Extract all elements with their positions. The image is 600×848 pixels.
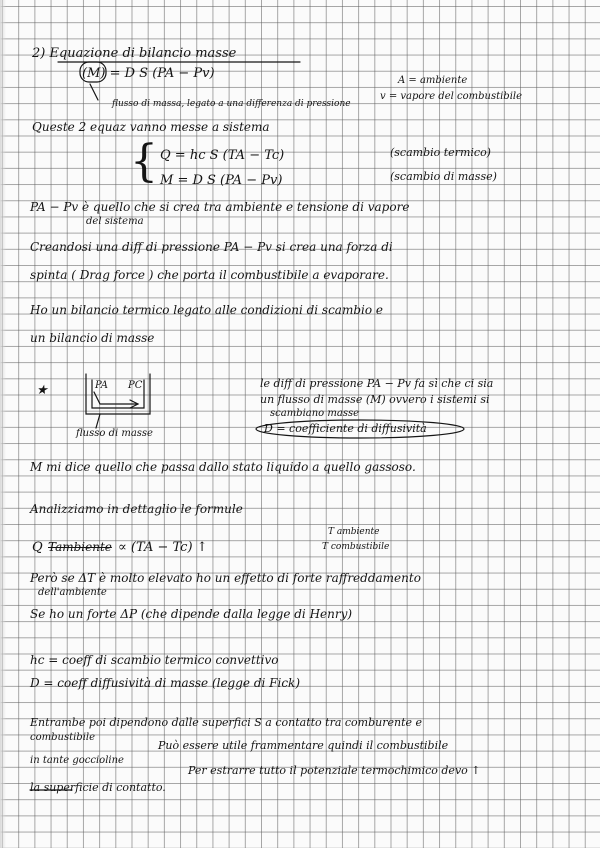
text-pressure-diff: PA − Pv è quello che si crea tra ambiente e tensione di vapore — [30, 200, 410, 214]
m-arrow — [90, 84, 98, 100]
text-surface-4: la superficie di contatto. — [30, 781, 166, 794]
note-vapore: v = vapore del combustibile — [380, 91, 523, 102]
text-diff-pressure-2: un flusso di masse (M) ovvero i sistemi si — [260, 393, 490, 406]
sketch-label-pa: PA — [95, 380, 109, 391]
text-analysis: Analizziamo in dettaglio le formule — [30, 502, 243, 516]
text-liquid-gas: M mi dice quello che passa dallo stato liquido a quello gassoso. — [30, 460, 416, 474]
diffusivity-definition: D = coefficiente di diffusività — [264, 422, 427, 435]
text-surface-2: Può essere utile frammentare quindi il combustibile — [158, 739, 449, 752]
struck-word: Tambiente — [48, 540, 112, 554]
mass-equation-note: (scambio di masse) — [390, 170, 497, 183]
q-symbol: Q — [32, 540, 43, 555]
text-bilancio-1: Ho un bilancio termico legato alle condizioni di scambio e — [30, 303, 383, 317]
star-mark: ★ — [36, 383, 48, 398]
text-surface-2b: in tante goccioline — [30, 755, 124, 766]
text-hc-def: hc = coeff di scambio termico convettivo — [30, 653, 279, 667]
text-bilancio-2: un bilancio di masse — [30, 331, 155, 345]
heat-equation-note: (scambio termico) — [390, 146, 491, 159]
text-pressure-diff-cont: del sistema — [86, 216, 144, 227]
text-surface-3: Per estrarre tutto il potenziale termochimico devo ↑ — [188, 764, 481, 777]
section-title: 2) Equazione di bilancio masse — [32, 46, 237, 61]
system-brace: { — [130, 136, 158, 187]
text-drag-2: spinta ( Drag force ) che porta il combustibile a evaporare. — [30, 268, 389, 282]
text-surface-1b: combustibile — [30, 732, 96, 743]
text-system-intro: Queste 2 equaz vanno messe a sistema — [32, 120, 270, 134]
sketch-caption: flusso di masse — [76, 428, 153, 439]
text-delta-p: Se ho un forte ΔP (che dipende dalla legge di Henry) — [30, 607, 353, 621]
text-delta-t: Però se ΔT è molto elevato ho un effetto di forte raffreddamento — [30, 571, 421, 585]
mass-balance-formula: (M) = D S (PA − Pv) — [82, 66, 215, 81]
text-d-def: D = coeff diffusività di masse (legge di Fick) — [30, 676, 300, 690]
sketch-flow-line — [94, 392, 138, 404]
text-surface-1: Entrambe poi dipendono dalle superfici S a contatto tra comburente e — [30, 716, 423, 729]
note-mass-flow: flusso di massa, legato a una differenza di pressione — [112, 99, 351, 109]
text-drag-1: Creandosi una diff di pressione PA − Pv si crea una forza di — [30, 240, 393, 254]
text-diff-pressure-1: le diff di pressione PA − Pv fa sì che ci sia — [260, 377, 494, 390]
text-diff-pressure-3: scambiano masse — [270, 408, 360, 419]
note-ambiente: A = ambiente — [398, 75, 468, 86]
sketch-pointer — [96, 414, 100, 428]
sketch-label-pc: PC — [128, 380, 143, 391]
text-delta-t-cont: dell'ambiente — [38, 587, 107, 598]
note-t-combustibile: T combustibile — [322, 542, 390, 552]
note-t-ambiente: T ambiente — [328, 527, 380, 537]
mass-equation: M = D S (PA − Pv) — [160, 173, 283, 188]
q-proportional: ∝ (TA − Tc) ↑ — [118, 540, 208, 555]
heat-equation: Q = hc S (TA − Tc) — [160, 148, 285, 163]
